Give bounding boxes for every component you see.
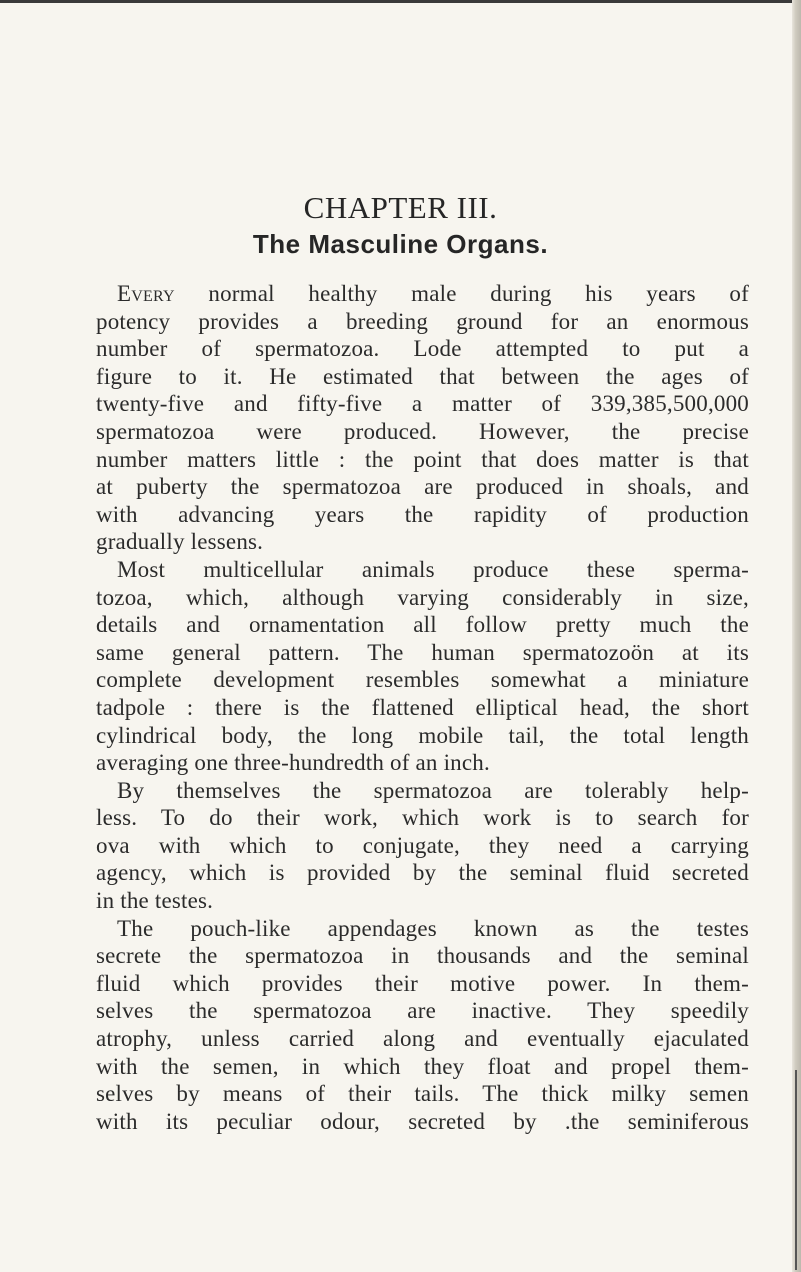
text-line: cylindrical body, the long mobile tail, the total length — [96, 722, 749, 748]
text-line: fluid which provides their motive power. In them- — [96, 970, 749, 996]
text-line: number of spermatozoa. Lode attempted to put a — [96, 336, 749, 362]
text-line: tadpole : there is the flattened elliptical head, the short — [96, 694, 749, 720]
text-line: agency, which is provided by the seminal fluid secreted — [96, 860, 749, 886]
top-border-rule — [0, 0, 801, 3]
lead-word: Every — [117, 281, 175, 306]
text-line: atrophy, unless carried along and eventually ejaculated — [96, 1026, 749, 1052]
body-text — [96, 280, 749, 1135]
text-line: in the testes. — [96, 888, 214, 914]
text-line: details and ornamentation all follow pretty much the — [96, 612, 749, 638]
text-line: number matters little : the point that does matter is that — [96, 446, 749, 472]
chapter-title: The Masculine Organs. — [252, 229, 549, 259]
text-line: ova with which to conjugate, they need a carrying — [96, 832, 749, 858]
text-line: with the semen, in which they float and propel them- — [96, 1053, 749, 1079]
text-line: with its peculiar odour, secreted by .the seminiferous — [96, 1108, 749, 1134]
text-line: less. To do their work, which work is to search for — [96, 805, 749, 831]
text-line: figure to it. He estimated that between the ages of — [96, 363, 749, 389]
text-line: at puberty the spermatozoa are produced in shoals, and — [96, 474, 749, 500]
text-line: secrete the spermatozoa in thousands and the seminal — [96, 943, 749, 969]
text-line: same general pattern. The human spermatozoön at its — [96, 639, 749, 665]
text-line: By themselves the spermatozoa are tolerably help- — [117, 777, 749, 803]
text-line: tozoa, which, although varying considerably in size, — [96, 584, 749, 610]
chapter-heading: CHAPTER III. — [303, 190, 498, 225]
text-line: spermatozoa were produced. However, the precise — [96, 418, 749, 444]
text-line: selves by means of their tails. The thick milky semen — [96, 1081, 749, 1107]
text-line: Every normal healthy male during his years of — [117, 281, 749, 306]
text-line: The pouch-like appendages known as the testes — [117, 915, 749, 941]
text-line: gradually lessens. — [96, 529, 264, 555]
text-line: twenty-five and fifty-five a matter of 339,385,500,000 — [96, 391, 749, 417]
text-line: potency provides a breeding ground for an enormous — [96, 308, 749, 334]
text-line: averaging one three-hundredth of an inch. — [96, 750, 490, 776]
text-line: complete development resembles somewhat a miniature — [96, 667, 749, 693]
text-line: with advancing years the rapidity of production — [96, 501, 749, 527]
text-line: Most multicellular animals produce these sperma- — [117, 556, 749, 582]
page-edge-line — [795, 1070, 797, 1270]
text-line: selves the spermatozoa are inactive. They speedily — [96, 998, 749, 1024]
